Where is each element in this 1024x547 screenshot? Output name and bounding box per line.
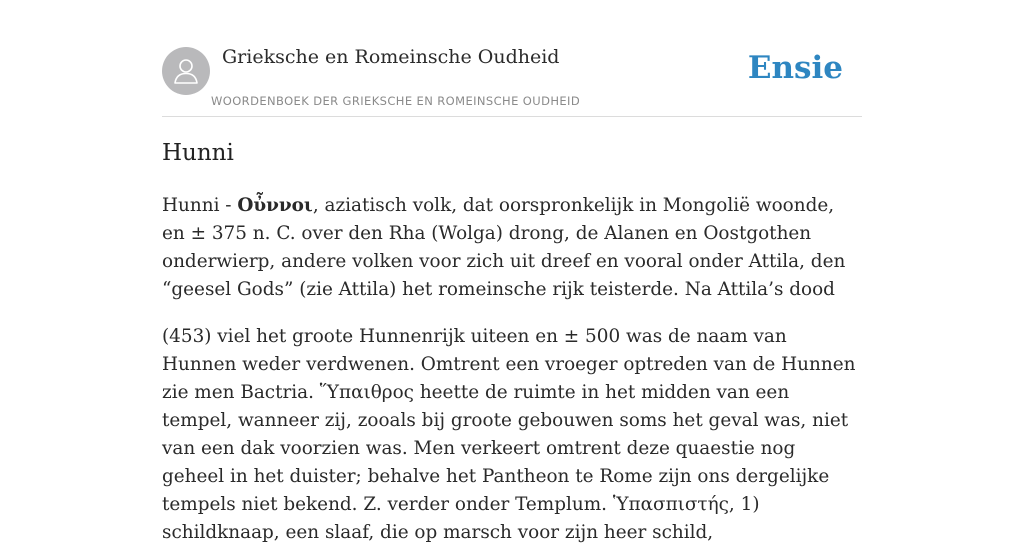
- entry-paragraph-2: (453) viel het groote Hunnenrijk uiteen en ± 500 was de naam van Hunnen weder verdwenen. Omtrent een vroeger optreden van de Hunnen zie men Bactria. Ὕπαιθρος heette de ruimte in het midden van een tempel, wanneer zij, zooals bij groote gebouwen soms het geval was, niet van een dak voorzien was. Men verkeert omtrent deze quaestie nog geheel in het duister; behalve het Pantheon te Rome zijn ons dergelijke tempels niet bekend. Z. verder onder Templum. Ὑπασπιστής, 1) schildknaap, een slaaf, die op marsch voor zijn heer schild,: [162, 326, 856, 543]
- header: [162, 0, 862, 117]
- user-icon: [171, 56, 201, 86]
- brand-logo[interactable]: Ensie: [747, 50, 843, 86]
- avatar[interactable]: [162, 47, 210, 95]
- page: [162, 0, 862, 543]
- site-title[interactable]: Grieksche en Romeinsche Oudheid: [222, 46, 560, 68]
- entry-text: , aziatisch volk, dat oorspronkelijk in Mongolië woonde, en ± 375 n. C. over den Rha (Wolga) drong, de Alanen en Oostgothen onderwierp, andere volken voor zich uit dreef en vooral onder Attila, den “geesel Gods” (zie Attila) het romeinsche rijk teisterde. Na Attila’s dood: [162, 195, 846, 300]
- greek-term: Οὖννοι: [237, 195, 313, 216]
- entry-title: Hunni: [162, 140, 234, 166]
- site-subtitle: WOORDENBOEK DER GRIEKSCHE EN ROMEINSCHE OUDHEID: [211, 94, 581, 108]
- entry-lead: Hunni -: [162, 195, 238, 216]
- entry-paragraph-1: [162, 192, 862, 304]
